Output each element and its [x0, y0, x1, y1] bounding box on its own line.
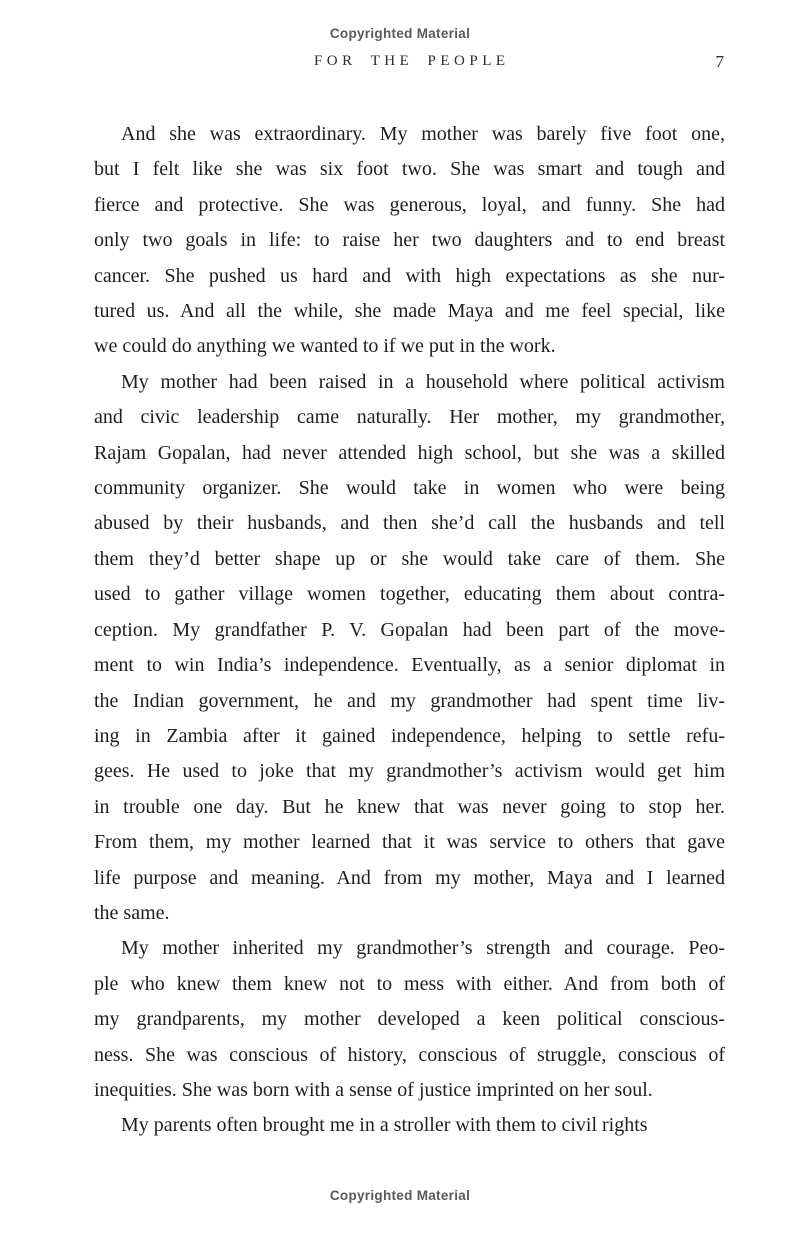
copyright-notice-bottom: Copyrighted Material [329, 1188, 471, 1203]
text-line: the same. [94, 901, 170, 924]
text-line: my grandparents, my mother developed a keen political conscious- [94, 1008, 725, 1031]
text-line: ple who knew them knew not to mess with either. And from both of [94, 972, 725, 995]
text-line: but I felt like she was six foot two. She was smart and tough and [94, 158, 725, 181]
text-line: ing in Zambia after it gained independence, helping to settle refu- [94, 724, 725, 747]
text-line: and civic leadership came naturally. Her mother, my grandmother, [94, 406, 725, 429]
text-line: ment to win India’s independence. Eventually, as a senior diplomat in [94, 654, 725, 677]
text-line: And she was extraordinary. My mother was barely five foot one, [121, 123, 725, 145]
text-line: tured us. And all the while, she made Maya and me feel special, like [94, 300, 725, 323]
text-line: community organizer. She would take in women who were being [94, 477, 725, 500]
text-line: My mother had been raised in a household where political activism [121, 370, 725, 393]
text-line: ception. My grandfather P. V. Gopalan had been part of the move- [94, 618, 725, 641]
text-line: abused by their husbands, and then she’d call the husbands and tell [94, 512, 725, 535]
text-line: the Indian government, he and my grandmother had spent time liv- [94, 689, 725, 712]
text-line: cancer. She pushed us hard and with high expectations as she nur- [94, 264, 725, 287]
text-line: inequities. She was born with a sense of justice imprinted on her soul. [94, 1078, 653, 1101]
text-line: only two goals in life: to raise her two daughters and to end breast [94, 229, 725, 252]
text-line: life purpose and meaning. And from my mother, Maya and I learned [94, 866, 725, 889]
text-line: My parents often brought me in a stroller with them to civil rights [121, 1114, 648, 1137]
page-number: 7 [715, 52, 724, 71]
text-line: gees. He used to joke that my grandmother’s activism would get him [94, 760, 725, 783]
text-line: From them, my mother learned that it was service to others that gave [94, 831, 725, 854]
text-line: Rajam Gopalan, had never attended high school, but she was a skilled [94, 441, 725, 464]
text-line: ness. She was conscious of history, conscious of struggle, conscious of [94, 1043, 725, 1066]
text-line: fierce and protective. She was generous, loyal, and funny. She had [94, 193, 725, 216]
text-line: them they’d better shape up or she would take care of them. She [94, 547, 725, 570]
text-line: in trouble one day. But he knew that was never going to stop her. [94, 795, 725, 818]
copyright-notice-top: Copyrighted Material [329, 26, 471, 41]
text-line: used to gather village women together, educating them about contra- [94, 583, 725, 606]
text-line: My mother inherited my grandmother’s strength and courage. Peo- [121, 937, 725, 960]
running-head [94, 53, 725, 75]
body-text [94, 117, 725, 1144]
running-head-title: FOR THE PEOPLE [313, 53, 510, 69]
text-line: we could do anything we wanted to if we put in the work. [94, 335, 556, 358]
